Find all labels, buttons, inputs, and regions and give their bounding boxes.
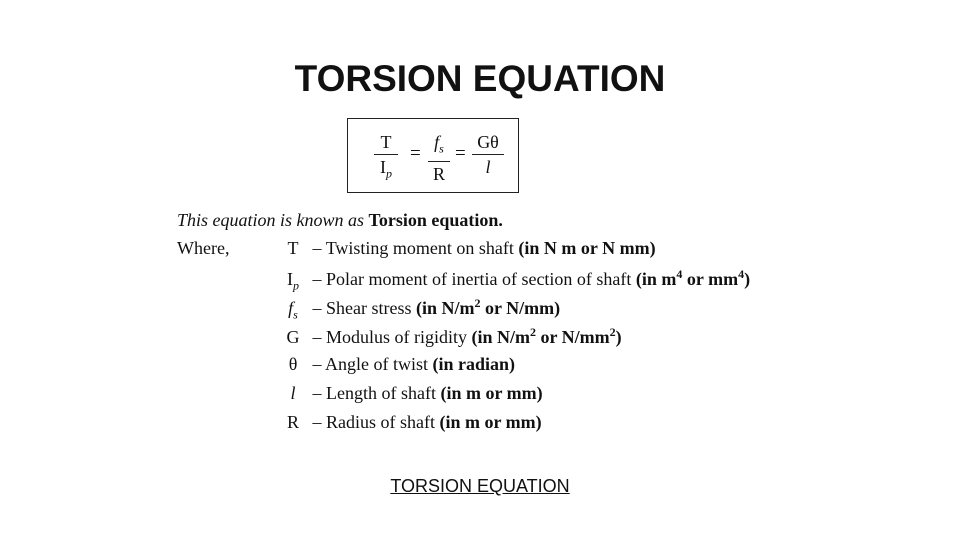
definition-text: Shear stress [326,298,412,318]
definition-symbol: T [287,238,299,258]
fraction-bar [472,154,504,155]
definition-text: Modulus of rigidity [326,327,468,347]
definition-dash: – [312,354,322,374]
definition-row [278,296,560,323]
definition-symbol: G [286,327,300,347]
definition-text: Polar moment of inertia of section of shaft [326,269,632,289]
definition-symbol [278,269,308,294]
symbol-base: I [287,269,293,289]
definition-units: (in m or mm) [440,383,543,403]
definition-row [278,267,750,294]
intro-sentence [177,210,503,231]
units-sup: 4 [676,267,683,281]
definition-text: Angle of twist [325,354,429,374]
definition-dash: – [312,327,322,347]
equals-sign: = [410,143,421,164]
units-mid: or N/mm [536,327,610,347]
eq-ip-sub: p [386,166,392,181]
fraction-bar [374,154,398,155]
fraction-bar [428,161,450,162]
definition-units [416,298,560,318]
slide-title: TORSION EQUATION [294,58,666,99]
definition-dash: – [312,269,322,289]
units-pre: (in N/m [415,298,475,318]
symbol-base: f [288,298,294,318]
definition-units [472,327,622,347]
units-mid: or mm [682,269,739,289]
eq-r: R [432,163,445,184]
eq-ip [374,156,398,185]
definition-text: Length of shaft [326,383,436,403]
intro-text: This equation is known as [177,210,365,230]
units-mid: or N/mm) [480,298,561,318]
definition-symbol: l [290,383,296,403]
definition-row [278,412,542,433]
definition-symbol: θ [288,354,298,374]
equation-box [347,118,519,193]
eq-fs-base: f [434,132,440,152]
intro-bold: Torsion equation. [368,210,503,230]
definition-dash: – [312,412,322,432]
definition-dash: – [312,383,322,403]
fraction-fs-over-r [428,131,450,185]
definition-text: Radius of shaft [326,412,435,432]
caption-link[interactable]: TORSION EQUATION [390,476,570,496]
where-label: Where, [177,238,230,258]
eq-fs [428,131,450,160]
definition-dash: – [312,238,322,258]
units-sup: 2 [474,296,481,310]
definition-row [278,354,515,375]
units-sup: 2 [609,325,616,339]
eq-t: T [380,132,392,152]
symbol-sub: p [293,278,299,293]
definition-row [278,383,543,404]
definition-units: (in m or mm) [439,412,542,432]
eq-gtheta: Gθ [477,132,499,152]
eq-fs-sub: s [439,141,444,156]
definition-symbol: R [286,412,299,432]
definition-symbol [278,298,308,323]
definition-units: (in N m or N mm) [518,238,656,258]
definition-row [278,238,656,259]
equals-sign: = [455,143,466,164]
units-post: ) [744,269,751,289]
units-sup: 4 [738,267,745,281]
definition-dash: – [312,298,322,318]
fraction-gtheta-over-l [472,131,504,178]
definition-row [278,325,622,348]
fraction-t-over-ip [374,131,398,185]
units-sup: 2 [530,325,537,339]
definition-text: Twisting moment on shaft [325,238,514,258]
definition-units: (in radian) [432,354,516,374]
units-pre: (in m [635,269,677,289]
units-post: ) [615,327,622,347]
definition-units [636,269,750,289]
units-pre: (in N/m [471,327,531,347]
symbol-sub: s [293,307,298,322]
eq-ip-base: I [380,157,386,178]
eq-l: l [485,157,491,178]
